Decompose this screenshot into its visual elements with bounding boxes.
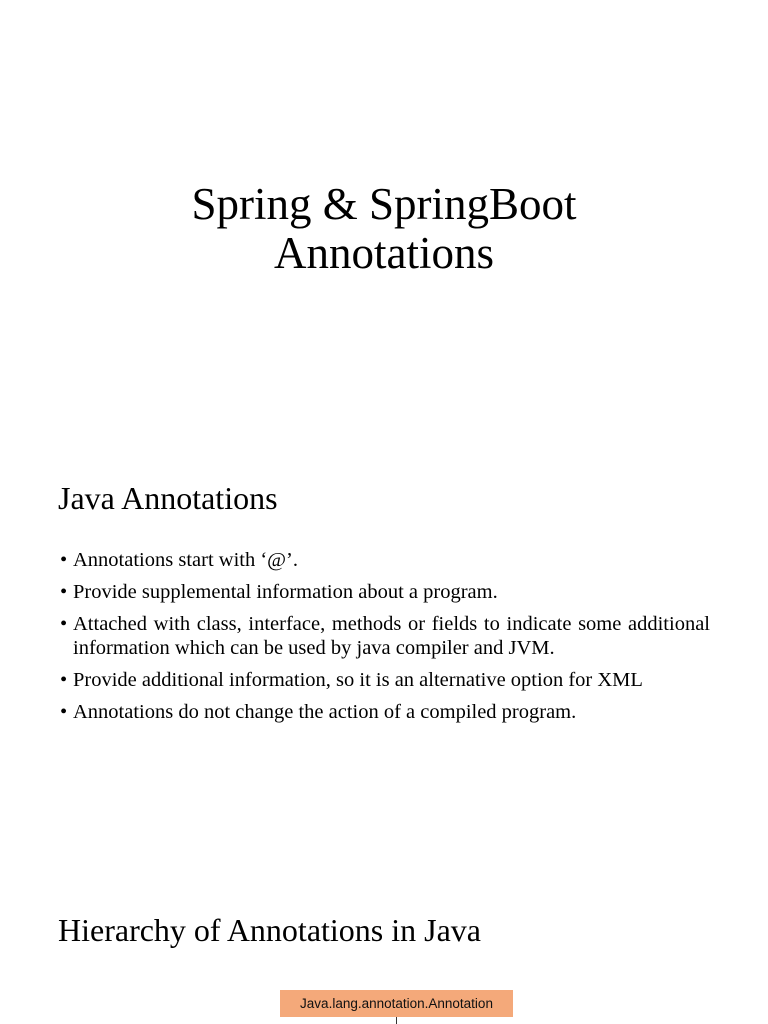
slide-title bbox=[0, 180, 768, 278]
bullet-text: Annotations start with ‘@’. bbox=[73, 549, 298, 571]
bullet-item bbox=[60, 612, 710, 660]
java-annotations-bullet-list bbox=[60, 548, 710, 732]
bullet-item bbox=[60, 700, 710, 724]
bullet-text: Provide additional information, so it is an alternative option for XML bbox=[73, 669, 643, 691]
bullet-dot-icon: • bbox=[60, 581, 68, 603]
bullet-text: Attached with class, interface, methods or fields to indicate some additional information which can be used by java compiler and JVM. bbox=[73, 613, 710, 659]
bullet-dot-icon: • bbox=[60, 669, 68, 691]
slide-title-line-2: Annotations bbox=[274, 228, 494, 278]
bullet-dot-icon: • bbox=[60, 549, 68, 571]
bullet-dot-icon: • bbox=[60, 701, 68, 723]
bullet-item bbox=[60, 668, 710, 692]
hierarchy-root-node: Java.lang.annotation.Annotation bbox=[280, 990, 513, 1017]
slide-title-line-1: Spring & SpringBoot bbox=[191, 179, 577, 229]
bullet-dot-icon: • bbox=[60, 613, 68, 635]
bullet-text: Provide supplemental information about a program. bbox=[73, 581, 498, 603]
bullet-item bbox=[60, 580, 710, 604]
bullet-item bbox=[60, 548, 710, 572]
hierarchy-connector-line bbox=[396, 1017, 397, 1024]
bullet-text: Annotations do not change the action of a compiled program. bbox=[73, 701, 577, 723]
hierarchy-heading: Hierarchy of Annotations in Java bbox=[58, 912, 481, 948]
java-annotations-heading: Java Annotations bbox=[58, 480, 278, 516]
